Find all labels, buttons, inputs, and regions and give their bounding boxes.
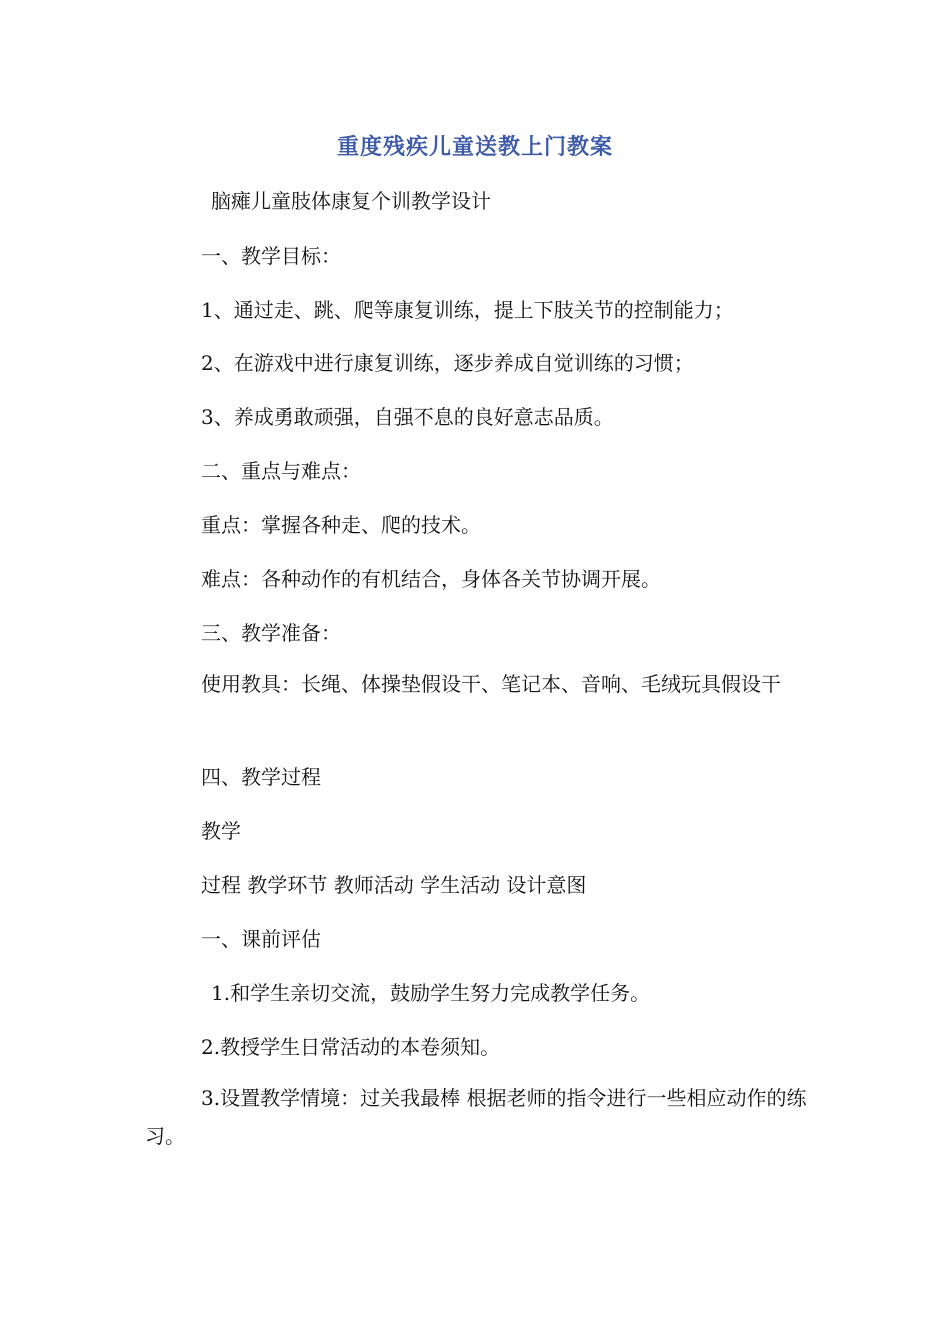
section-heading-objectives: 一、教学目标： <box>201 244 341 268</box>
process-label-teaching: 教学 <box>201 819 241 843</box>
section-heading-key-points: 二、重点与难点： <box>201 459 361 483</box>
assessment-item-3: 3.设置教学情境：过关我最棒 根据老师的指令进行一些相应动作的练习。 <box>145 1086 807 1148</box>
section-heading-process: 四、教学过程 <box>201 765 321 789</box>
key-point-text: 重点：掌握各种走、爬的技术。 <box>201 513 481 537</box>
document-subtitle: 脑瘫儿童肢体康复个训教学设计 <box>211 189 491 213</box>
preparation-text: 使用教具：长绳、体操垫假设干、笔记本、音响、毛绒玩具假设干 <box>201 672 781 696</box>
assessment-item-1: 1.和学生亲切交流，鼓励学生努力完成教学任务。 <box>211 981 651 1005</box>
assessment-item-2: 2.教授学生日常活动的本卷须知。 <box>201 1035 501 1059</box>
objective-item-3: 3、养成勇敢顽强，自强不息的良好意志品质。 <box>201 405 614 429</box>
section-heading-preparation: 三、教学准备： <box>201 621 341 645</box>
section-heading-pre-assessment: 一、课前评估 <box>201 927 321 951</box>
document-title: 重度残疾儿童送教上门教案 <box>336 135 613 160</box>
process-table-header: 过程 教学环节 教师活动 学生活动 设计意图 <box>201 873 587 897</box>
objective-item-2: 2、在游戏中进行康复训练，逐步养成自觉训练的习惯； <box>201 351 694 375</box>
difficulty-text: 难点：各种动作的有机结合，身体各关节协调开展。 <box>201 567 661 591</box>
objective-item-1: 1、通过走、跳、爬等康复训练，提上下肢关节的控制能力； <box>201 298 734 322</box>
